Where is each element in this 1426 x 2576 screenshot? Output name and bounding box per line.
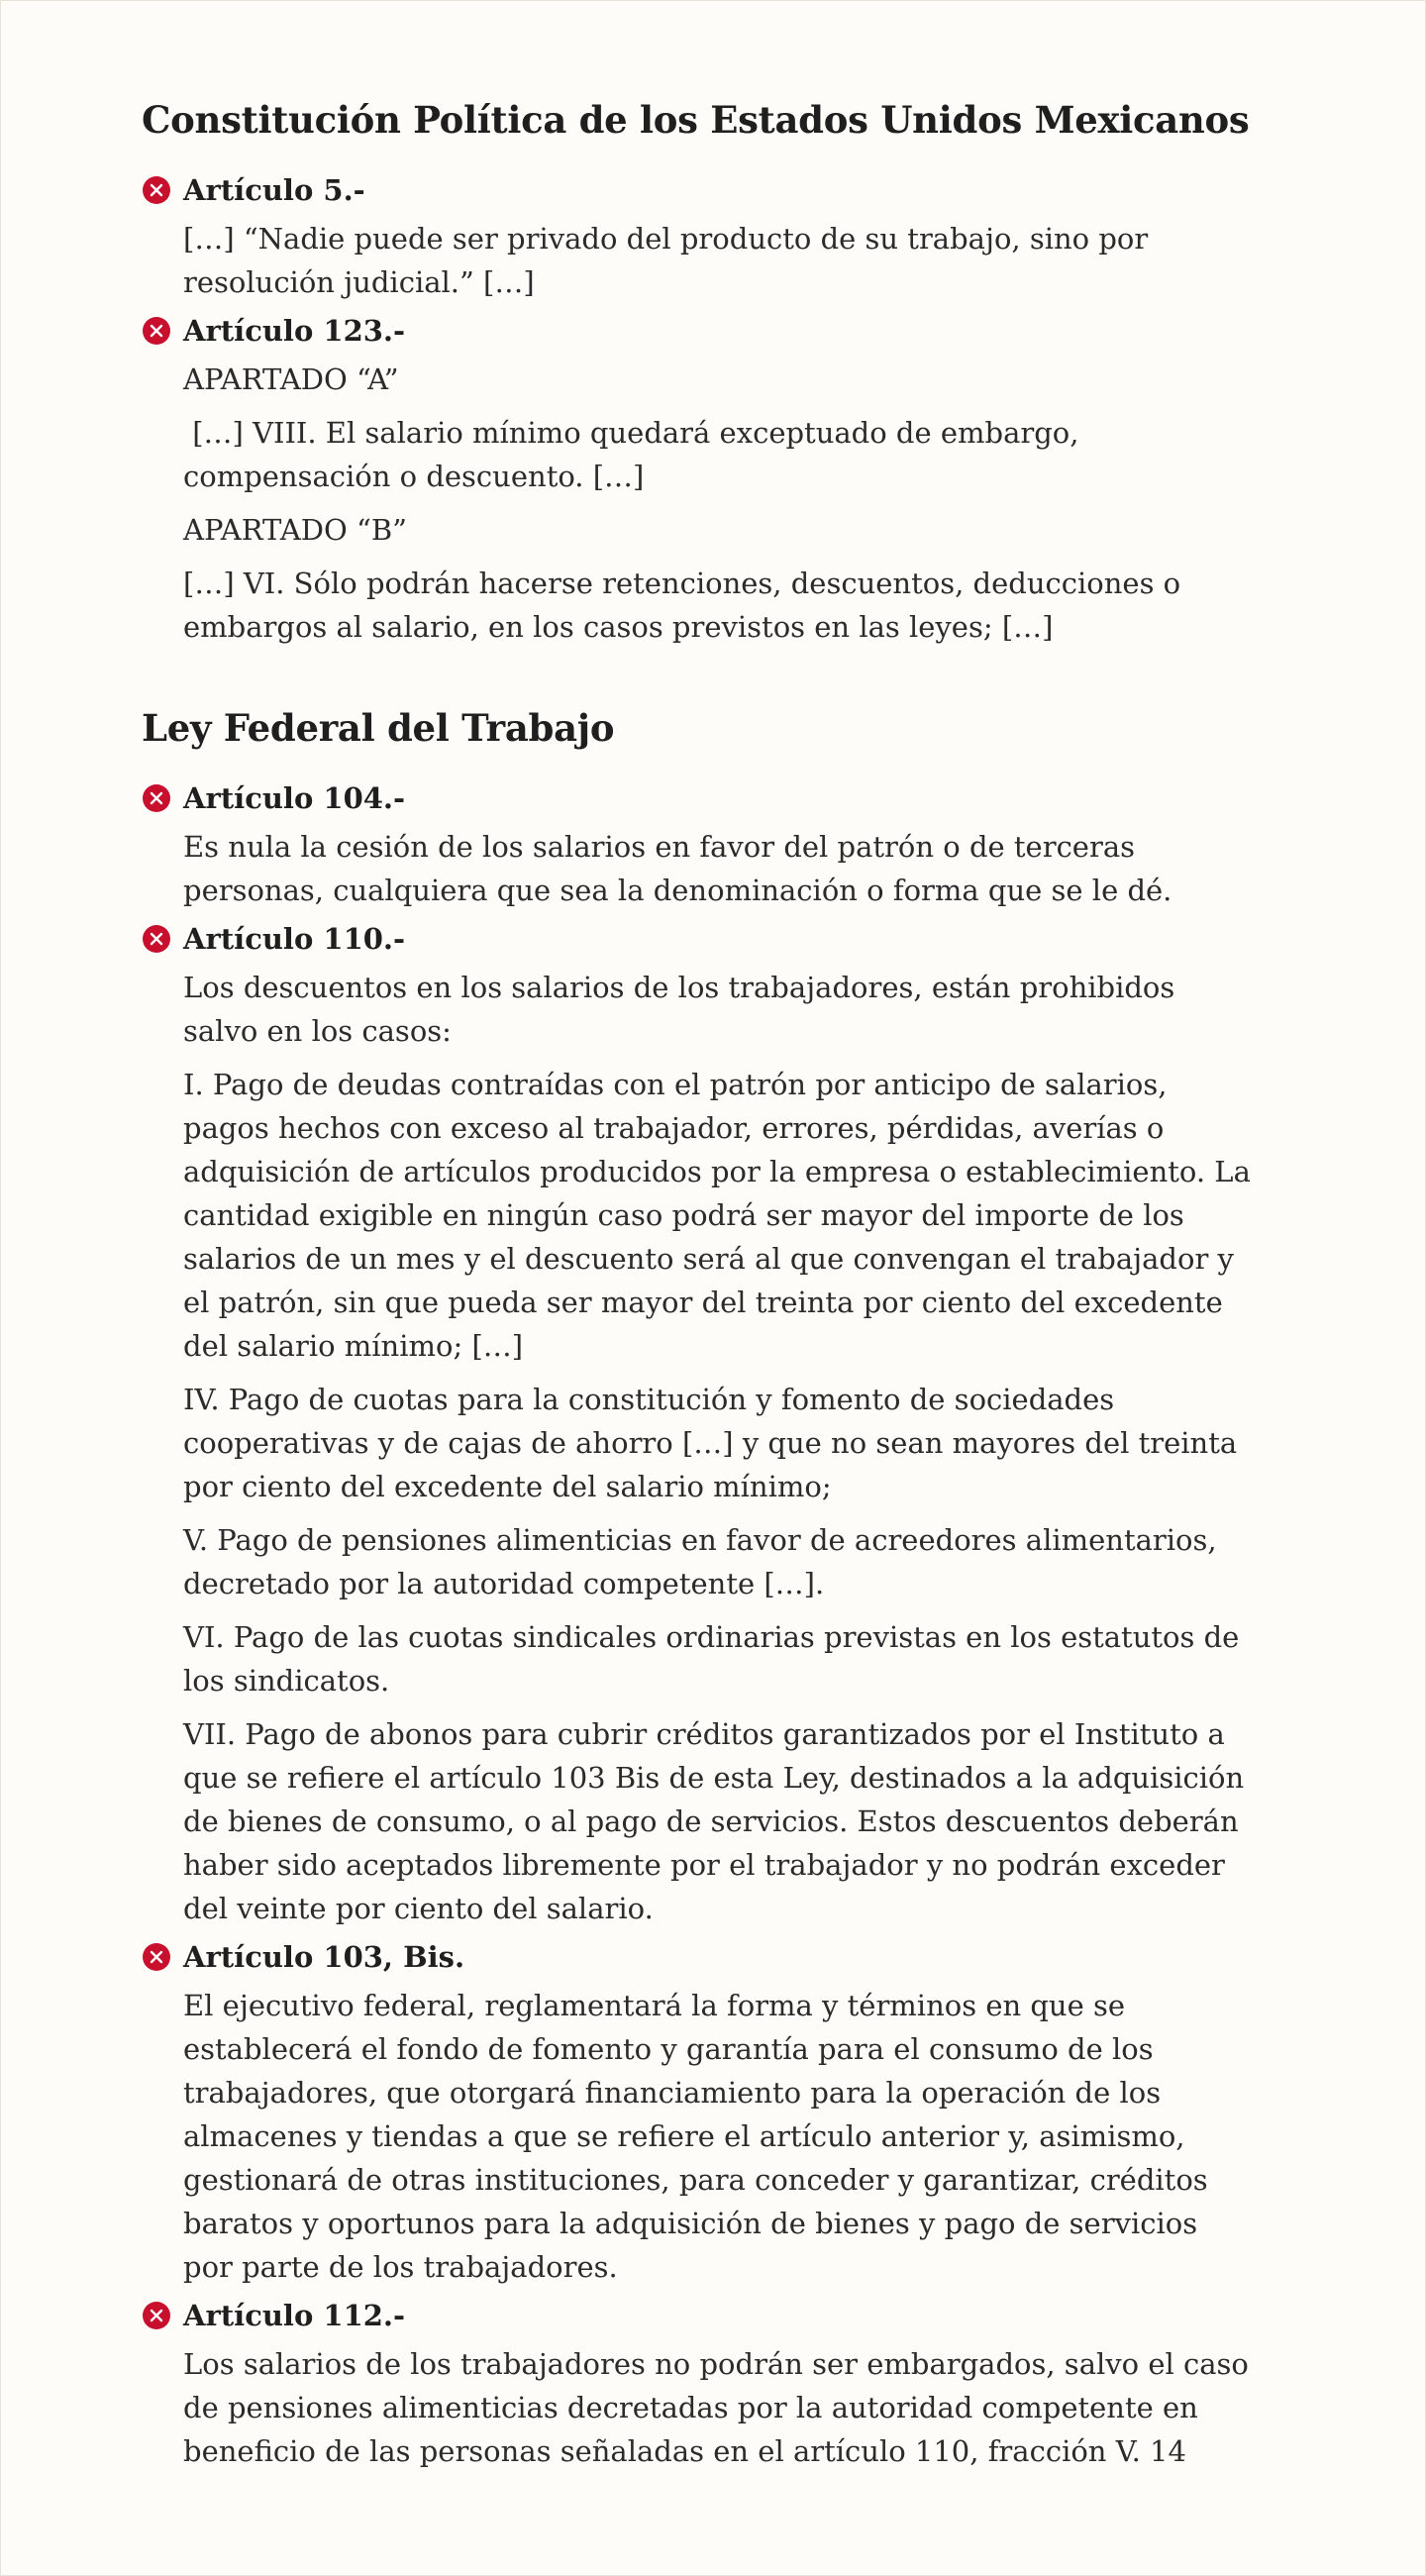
article-paragraph: El ejecutivo federal, reglamentará la forma y términos en que se establecerá el fondo de fomento y garantía para el consumo de los trabajadores, que otorgará financiamiento para la operación de los almacenes y tiendas a que se refiere el artículo anterior y, asimismo, gestionará de otras instituciones, para conceder y garantizar, créditos baratos y oportunos para la adquisición de bienes y pago de servicios por parte de los trabajadores. — [183, 1989, 1208, 2284]
article-paragraph: Los salarios de los trabajadores no podrán ser embargados, salvo el caso de pensiones alimenticias decretadas por la autoridad competente en beneficio de las personas señaladas en el artículo 110, fracción V. 14 — [183, 2347, 1249, 2468]
article-paragraph: Es nula la cesión de los salarios en favor del patrón o de terceras personas, cualquiera que sea la denominación o forma que se le dé. — [183, 830, 1172, 907]
article-paragraph: Los descuentos en los salarios de los trabajadores, están prohibidos salvo en los casos: — [183, 971, 1175, 1048]
article-paragraph: I. Pago de deudas contraídas con el patrón por anticipo de salarios, pagos hechos con exceso al trabajador, errores, pérdidas, averías o adquisición de artículos producidos por la empresa o establecimiento. La cantidad exigible en ningún caso podrá ser mayor del importe de los salarios de un mes y el descuento será al que convengan el trabajador y el patrón, sin que pueda ser mayor del treinta por ciento del excedente del salario mínimo; […] — [183, 1068, 1251, 1363]
article-header — [142, 304, 1251, 358]
article-123 — [142, 304, 1251, 649]
article-paragraph: IV. Pago de cuotas para la constitución y fomento de sociedades cooperativas y de cajas de ahorro […] y que no sean mayores del treinta por ciento del excedente del salario mínimo; — [183, 1383, 1238, 1503]
article-paragraph: V. Pago de pensiones alimenticias en favor de acreedores alimentarios, decretado por la autoridad competente […]. — [183, 1523, 1217, 1600]
article-title: Artículo 5.- — [183, 173, 365, 207]
x-circle-icon — [142, 924, 171, 954]
document-page — [1, 1, 1425, 2473]
article-paragraph: APARTADO “A” — [183, 362, 399, 396]
article-110 — [142, 912, 1251, 1930]
section-title: Constitución Política de los Estados Unidos Mexicanos — [142, 98, 1250, 142]
article-header — [142, 2289, 1251, 2342]
article-112 — [142, 2289, 1251, 2473]
article-title: Artículo 112.- — [183, 2299, 406, 2332]
x-circle-icon — [142, 1942, 171, 1972]
article-header — [142, 912, 1251, 966]
article-paragraph: VII. Pago de abonos para cubrir créditos garantizados por el Instituto a que se refiere el artículo 103 Bis de esta Ley, destinados a la adquisición de bienes de consumo, o al pago de servicios. Estos descuentos deberán haber sido aceptados libremente por el trabajador y no podrán exceder del veinte por ciento del salario. — [183, 1717, 1245, 1925]
article-104 — [142, 772, 1251, 912]
x-circle-icon — [142, 316, 171, 346]
section-title: Ley Federal del Trabajo — [142, 706, 615, 750]
section-constitucion — [142, 92, 1251, 649]
article-5 — [142, 163, 1251, 304]
article-paragraph: VI. Pago de las cuotas sindicales ordinarias previstas en los estatutos de los sindicatos. — [183, 1620, 1240, 1698]
article-paragraph: APARTADO “B” — [183, 513, 407, 547]
article-paragraph: […] “Nadie puede ser privado del producto de su trabajo, sino por resolución judicial.” […] — [183, 222, 1149, 299]
article-title: Artículo 123.- — [183, 314, 406, 348]
article-paragraph: […] VIII. El salario mínimo quedará exceptuado de embargo, compensación o descuento. […] — [183, 416, 1088, 493]
x-circle-icon — [142, 783, 171, 813]
article-header — [142, 772, 1251, 825]
article-header — [142, 1930, 1251, 1984]
article-title: Artículo 104.- — [183, 781, 406, 815]
article-103-bis — [142, 1930, 1251, 2289]
x-circle-icon — [142, 2301, 171, 2330]
article-title: Artículo 110.- — [183, 922, 406, 956]
article-title: Artículo 103, Bis. — [183, 1940, 465, 1974]
section-ley-federal-trabajo — [142, 700, 1251, 2473]
x-circle-icon — [142, 175, 171, 205]
article-header — [142, 163, 1251, 217]
article-paragraph: […] VI. Sólo podrán hacerse retenciones, descuentos, deducciones o embargos al salario, en los casos previstos en las leyes; […] — [183, 567, 1181, 644]
